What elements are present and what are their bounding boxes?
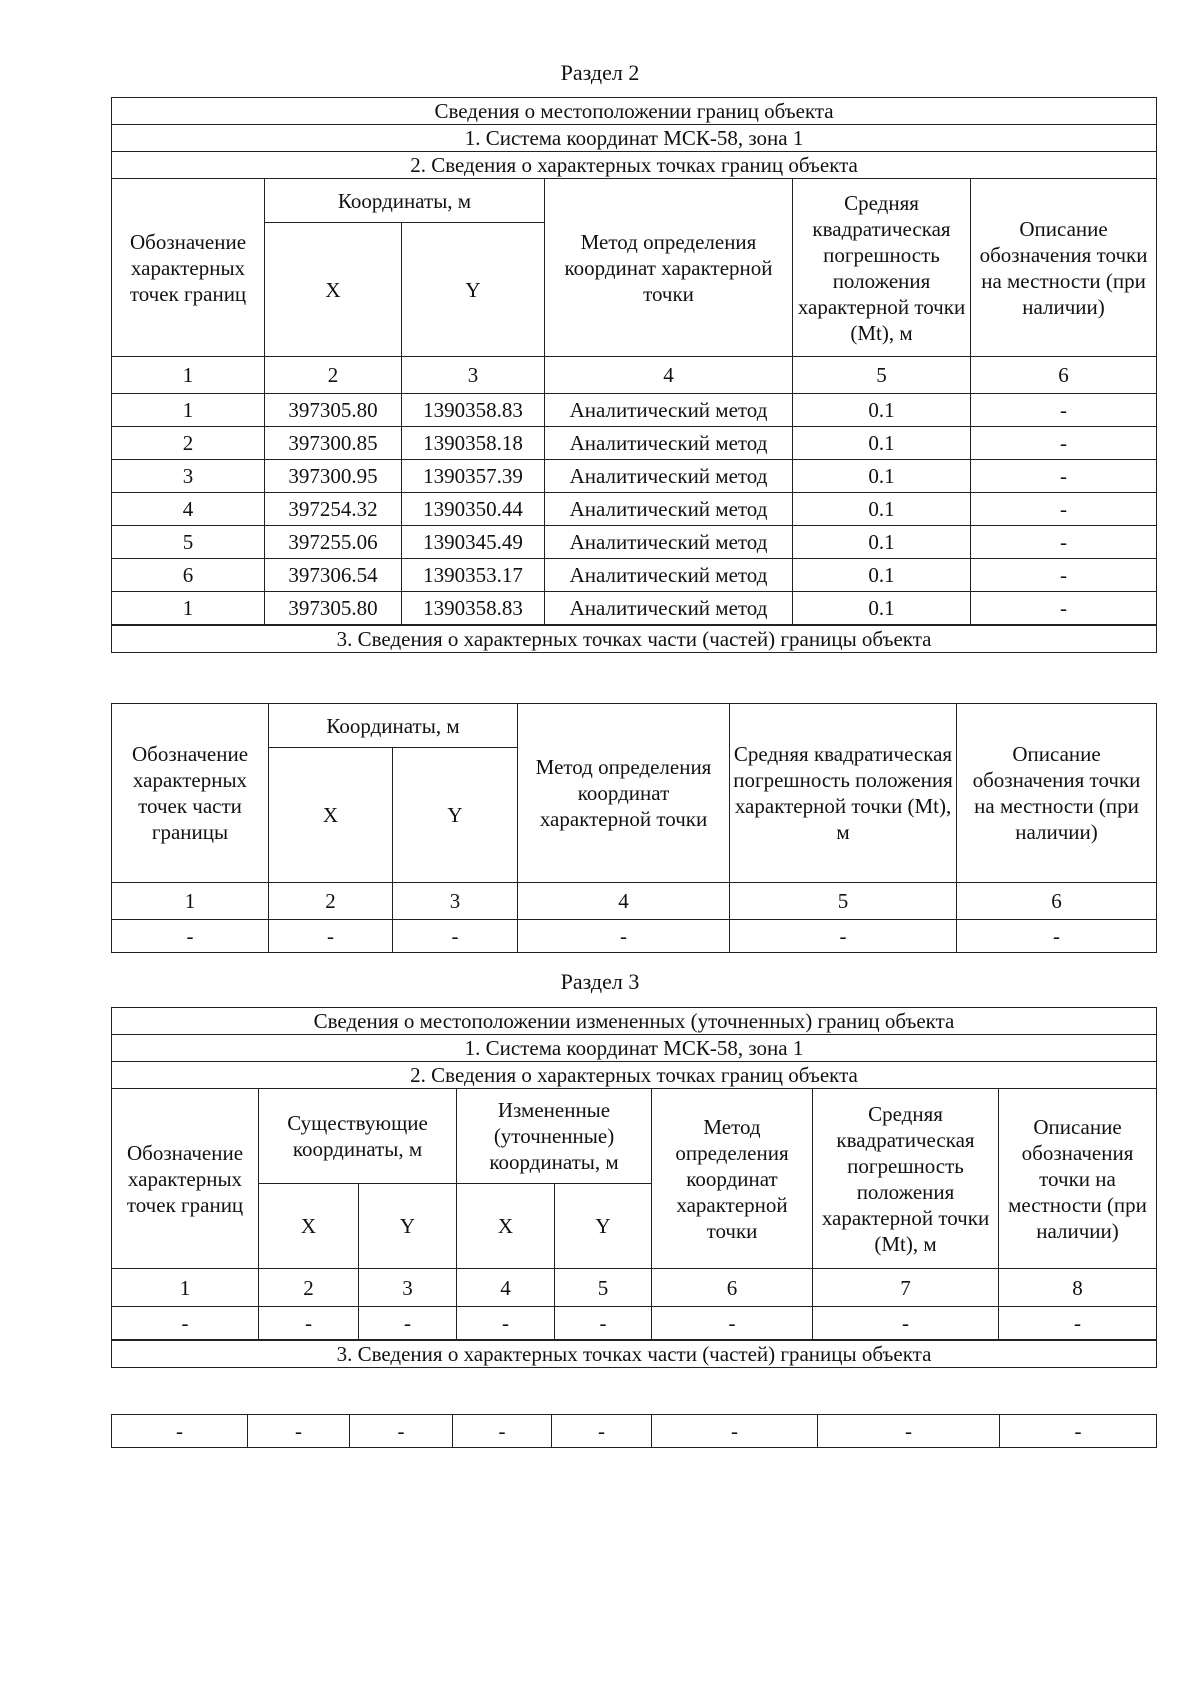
coord-x: 397300.95 (265, 460, 402, 493)
coord-x: 397300.85 (265, 427, 402, 460)
description: - (971, 559, 1157, 592)
section2-title: Раздел 2 (560, 60, 640, 85)
description: - (971, 460, 1157, 493)
method: Аналитический метод (545, 460, 793, 493)
cell: - (552, 1415, 652, 1448)
cell: - (555, 1307, 652, 1340)
s3-header-error: Средняя квадратическая погрешность положения характерной точки (Mt), м (813, 1089, 999, 1269)
s3-header-x2: X (457, 1184, 555, 1269)
cell: - (957, 920, 1157, 953)
s3-header-description: Описание обозначения точки на местности (при наличии) (999, 1089, 1157, 1269)
error-value: 0.1 (793, 460, 971, 493)
header-y: Y (402, 223, 545, 357)
method: Аналитический метод (545, 592, 793, 625)
s3-header-y2: Y (555, 1184, 652, 1269)
coord-x: 397255.06 (265, 526, 402, 559)
cell: - (112, 920, 269, 953)
section3-coord-system: 1. Система координат МСК-58, зона 1 (112, 1035, 1157, 1062)
sub3-header-error: Средняя квадратическая погрешность положения характерной точки (Mt), м (730, 704, 957, 883)
coord-y: 1390353.17 (402, 559, 545, 592)
table-row (112, 1415, 1157, 1448)
point-number: 4 (112, 493, 265, 526)
col-number: 3 (402, 357, 545, 394)
cell: - (813, 1307, 999, 1340)
cell: - (269, 920, 393, 953)
sub3-header-row-1 (112, 704, 1157, 748)
point-number: 6 (112, 559, 265, 592)
section2-coord-system-row (112, 125, 1157, 152)
col-number: 2 (265, 357, 402, 394)
sub3-header-x: X (269, 748, 393, 883)
coord-y: 1390358.83 (402, 394, 545, 427)
table-row (112, 1307, 1157, 1340)
table-row (112, 493, 1157, 526)
section2-coord-system: 1. Система координат МСК-58, зона 1 (112, 125, 1157, 152)
table-row (112, 460, 1157, 493)
section3-table (111, 1007, 1157, 1368)
description: - (971, 427, 1157, 460)
point-number: 5 (112, 526, 265, 559)
cell: - (652, 1415, 818, 1448)
coord-x: 397305.80 (265, 592, 402, 625)
header-x: X (265, 223, 402, 357)
description: - (971, 394, 1157, 427)
cell: - (112, 1415, 248, 1448)
method: Аналитический метод (545, 394, 793, 427)
col-number: 2 (259, 1269, 359, 1307)
cell: - (1000, 1415, 1157, 1448)
section2-caption-row (112, 98, 1157, 125)
s3-header-changed: Измененные (уточненные) координаты, м (457, 1089, 652, 1184)
col-number: 7 (813, 1269, 999, 1307)
cell: - (518, 920, 730, 953)
section3-sub3-title: 3. Сведения о характерных точках части (частей) границы объекта (112, 1340, 1157, 1368)
table-row (112, 592, 1157, 625)
cell: - (818, 1415, 1000, 1448)
coord-x: 397305.80 (265, 394, 402, 427)
s3-header-existing: Существующие координаты, м (259, 1089, 457, 1184)
section3-header-row-1 (112, 1089, 1157, 1184)
sub3-header-method: Метод определения координат характерной точки (518, 704, 730, 883)
section2-caption: Сведения о местоположении границ объекта (112, 98, 1157, 125)
cell: - (393, 920, 518, 953)
sub3-header-y: Y (393, 748, 518, 883)
table-row (112, 920, 1157, 953)
col-number: 6 (957, 883, 1157, 920)
coord-x: 397254.32 (265, 493, 402, 526)
col-number: 1 (112, 357, 265, 394)
col-number: 2 (269, 883, 393, 920)
col-number: 6 (652, 1269, 813, 1307)
table-row (112, 394, 1157, 427)
col-number: 5 (555, 1269, 652, 1307)
header-coords: Координаты, м (265, 179, 545, 223)
header-designation: Обозначение характерных точек границ (112, 179, 265, 357)
error-value: 0.1 (793, 592, 971, 625)
description: - (971, 493, 1157, 526)
table-row (112, 526, 1157, 559)
section3-caption-row (112, 1008, 1157, 1035)
header-description: Описание обозначения точки на местности (при наличии) (971, 179, 1157, 357)
error-value: 0.1 (793, 427, 971, 460)
sub3-header-coords: Координаты, м (269, 704, 518, 748)
section2-sub3-title-row (112, 625, 1157, 653)
coord-x: 397306.54 (265, 559, 402, 592)
section3-caption: Сведения о местоположении измененных (уточненных) границ объекта (112, 1008, 1157, 1035)
description: - (971, 592, 1157, 625)
col-number: 1 (112, 1269, 259, 1307)
table-row (112, 427, 1157, 460)
coord-y: 1390350.44 (402, 493, 545, 526)
cell: - (359, 1307, 457, 1340)
cell: - (350, 1415, 453, 1448)
error-value: 0.1 (793, 559, 971, 592)
cell: - (112, 1307, 259, 1340)
col-number: 1 (112, 883, 269, 920)
section3-title: Раздел 3 (560, 969, 640, 994)
section2-table (111, 97, 1157, 653)
section3-sub3-table (111, 1414, 1157, 1448)
method: Аналитический метод (545, 493, 793, 526)
cell: - (248, 1415, 350, 1448)
coord-y: 1390358.18 (402, 427, 545, 460)
cell: - (730, 920, 957, 953)
section3-sub3-title-row (112, 1340, 1157, 1368)
s3-header-y1: Y (359, 1184, 457, 1269)
method: Аналитический метод (545, 526, 793, 559)
point-number: 2 (112, 427, 265, 460)
header-method: Метод определения координат характерной точки (545, 179, 793, 357)
col-number: 4 (457, 1269, 555, 1307)
section2-sub2-title: 2. Сведения о характерных точках границ объекта (112, 152, 1157, 179)
error-value: 0.1 (793, 394, 971, 427)
col-number: 8 (999, 1269, 1157, 1307)
col-number: 6 (971, 357, 1157, 394)
section3-sub2-title-row (112, 1062, 1157, 1089)
sub3-col-numbers-row (112, 883, 1157, 920)
sub3-header-description: Описание обозначения точки на местности (при наличии) (957, 704, 1157, 883)
point-number: 1 (112, 592, 265, 625)
section3-coord-system-row (112, 1035, 1157, 1062)
s3-header-x1: X (259, 1184, 359, 1269)
col-number: 3 (359, 1269, 457, 1307)
coord-y: 1390345.49 (402, 526, 545, 559)
s3-header-method: Метод определения координат характерной точки (652, 1089, 813, 1269)
method: Аналитический метод (545, 427, 793, 460)
section2-header-row-1 (112, 179, 1157, 223)
s3-header-designation: Обозначение характерных точек границ (112, 1089, 259, 1269)
section2-sub2-title-row (112, 152, 1157, 179)
coord-y: 1390357.39 (402, 460, 545, 493)
point-number: 3 (112, 460, 265, 493)
error-value: 0.1 (793, 526, 971, 559)
section2-col-numbers-row (112, 357, 1157, 394)
point-number: 1 (112, 394, 265, 427)
col-number: 5 (730, 883, 957, 920)
col-number: 3 (393, 883, 518, 920)
section3-sub2-title: 2. Сведения о характерных точках границ объекта (112, 1062, 1157, 1089)
table-row (112, 559, 1157, 592)
cell: - (259, 1307, 359, 1340)
col-number: 4 (545, 357, 793, 394)
coord-y: 1390358.83 (402, 592, 545, 625)
col-number: 5 (793, 357, 971, 394)
col-number: 4 (518, 883, 730, 920)
section3-col-numbers-row (112, 1269, 1157, 1307)
cell: - (652, 1307, 813, 1340)
header-error: Средняя квадратическая погрешность положения характерной точки (Mt), м (793, 179, 971, 357)
section2-sub3-table (111, 703, 1157, 953)
cell: - (999, 1307, 1157, 1340)
sub3-header-designation: Обозначение характерных точек части границы (112, 704, 269, 883)
cell: - (457, 1307, 555, 1340)
error-value: 0.1 (793, 493, 971, 526)
section2-sub3-title: 3. Сведения о характерных точках части (частей) границы объекта (112, 625, 1157, 653)
cell: - (453, 1415, 552, 1448)
method: Аналитический метод (545, 559, 793, 592)
description: - (971, 526, 1157, 559)
